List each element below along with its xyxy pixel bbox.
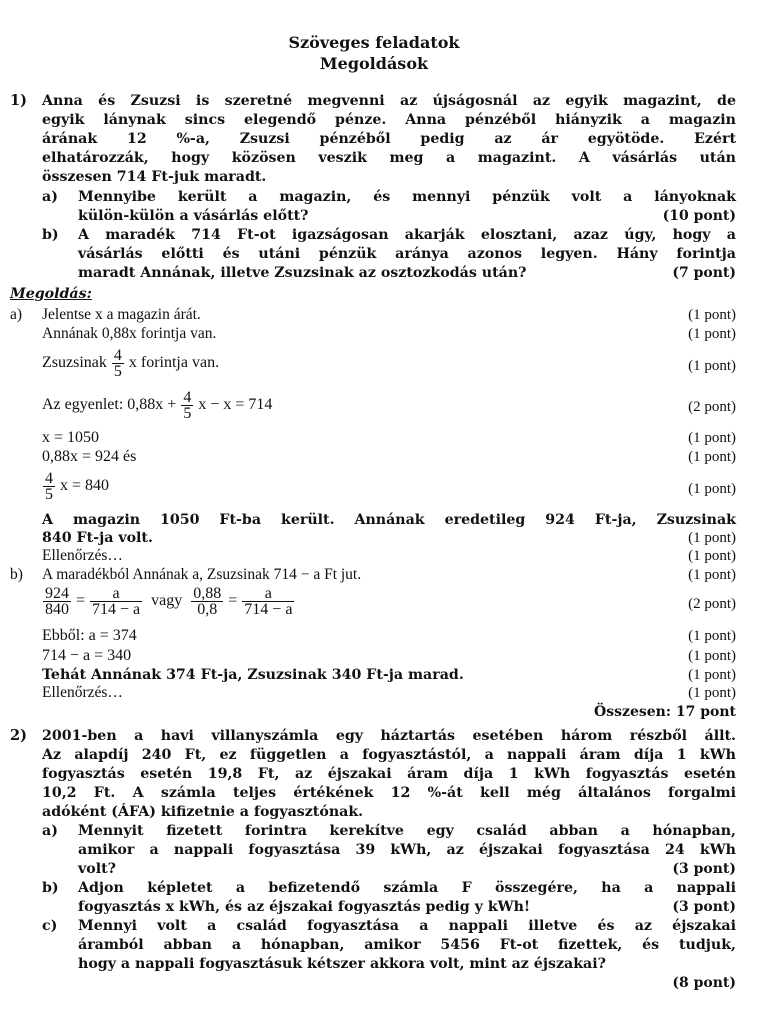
problem-1-text-line: összesen 714 Ft-juk maradt. [42,169,267,185]
zsuzsi-money-expression [42,348,219,379]
problem-2-number: 2) [10,727,27,744]
fraction-denominator: 5 [113,363,122,380]
math-text: vagy [151,592,183,610]
anna-result: 0,88x = 924 és [42,448,137,465]
points-label: (1 pont) [688,307,736,323]
problem-2a-text-line: amikor a nappali fogyasztása 39 kWh, az éjszakai fogyasztása 24 kWh [78,842,736,858]
points-label: (2 pont) [688,399,736,415]
problem-1b-points: (7 pont) [672,265,736,281]
problem-2b-label: b) [42,880,59,896]
problem-2c-text-line: áramból abban a hónapban, amikor 5456 Ft-ot fizettek, és tudjuk, [78,937,736,953]
fraction-numerator: 4 [113,347,122,364]
points-label: (1 pont) [688,530,736,546]
problem-1b-label: b) [42,227,59,243]
problem-2a-points: (3 pont) [672,861,736,877]
problem-1-text-line: elhatározzák, hogy közösen veszik meg a magazint. A vásárlás után [42,150,736,166]
fraction-denominator: 5 [45,486,53,503]
points-label: (1 pont) [688,481,736,497]
problem-1-text-line: egyik lánynak sincs elegendő pénze. Anna pénzéből hiányzik a magazin [42,112,736,128]
problem-2c-text-line: hogy a nappali fogyasztásuk kétszer akkora volt, mint az éjszakai? [78,956,606,972]
problem-1-text-line: Anna és Zsuzsi is szeretné megvenni az újságosnál az egyik magazint, de [42,93,736,109]
problem-2a-text-line: Mennyit fizetett forintra kerekítve egy család abban a hónapban, [78,823,736,839]
conclusion-a: 840 Ft-ja volt. [42,530,153,546]
total-points: Összesen: 17 pont [594,704,736,720]
fraction-numerator: a [242,586,294,602]
problem-2c-points: (8 pont) [672,975,736,991]
solution-heading: Megoldás: [10,286,92,302]
problem-1a-text-line: Mennyibe került a magazin, és mennyi pénzük volt a lányoknak [78,189,736,205]
points-label: (1 pont) [688,648,736,664]
fraction-numerator: 4 [183,389,192,406]
problem-2-text-line: fogyasztás esetén 19,8 Ft, az éjszakai áram díja 1 kWh fogyasztás esetén [42,766,736,782]
math-text: Zsuzsinak [42,354,107,372]
points-label: (1 pont) [688,667,736,683]
fraction-denominator: 840 [45,601,69,618]
points-label: (2 pont) [688,596,736,612]
fraction-numerator: 924 [45,585,69,602]
fraction-numerator: 4 [45,470,53,487]
fraction-numerator: 0,88 [193,585,222,602]
problem-1b-text-line: maradt Annának, illetve Zsuzsinak az osztozkodás után? [78,265,527,281]
problem-2b-text-line: fogyasztás x kWh, és az éjszakai fogyasztás pedig y kWh! [78,899,531,915]
rest-result: 714 − a = 340 [42,647,132,664]
problem-1a-text-line: külön-külön a vásárlás előtt? [78,208,309,224]
points-label: (1 pont) [688,567,736,583]
fraction-denominator: 714 − a [92,601,141,618]
problem-1b-text-line: vásárlás előtti és utáni pénzük aránya azonos legyen. Hány forintja [78,246,736,262]
math-text: Az egyenlet: [42,396,124,414]
x-result: x = 1050 [42,429,100,446]
fraction [90,586,142,617]
math-text: x forintja van. [128,354,220,372]
ratio-equation: $\frac{924}{840}$ = $\frac{a}{714 - a}$ vagy $\frac{0,88}{0,8}$ = $\frac{a}{714 - a}$ [45,585,293,618]
problem-2-text-line: 10,2 Ft. A számla teljes értékének 12 %-át kell még általános forgalmi [42,785,736,801]
problem-2-text-line: 2001-ben a havi villanyszámla egy háztartás esetében három részből állt. [42,728,736,744]
fraction-denominator: 5 [183,405,192,422]
fraction-denominator: 714 − a [244,601,293,618]
fraction [43,586,71,617]
fraction [191,586,223,617]
problem-2c-text-line: Mennyi volt a család fogyasztása a nappali illetve és az éjszakai [78,918,736,934]
problem-2-text-line: Az alapdíj 240 Ft, ez független a fogyasztástól, a nappali áram díja 1 kWh [42,747,736,763]
fraction [242,586,294,617]
math-text: 0,88x + [127,396,177,414]
fraction-denominator: 0,8 [197,601,218,618]
points-label: (1 pont) [688,449,736,465]
points-label: (1 pont) [688,358,736,374]
problem-1-number: 1) [10,92,27,109]
solution-a-label: a) [10,306,23,323]
equation [42,390,272,421]
problem-2a-label: a) [42,823,58,839]
fraction [112,348,124,379]
problem-2-text-line: adóként (ÁFA) kifizetnie a fogyasztónak. [42,804,364,820]
solution-b-line: A maradékból Annának a, Zsuzsinak 714 − a Ft jut. [42,566,362,583]
solution-a-line: Annának 0,88x forintja van. [42,325,217,342]
points-label: (1 pont) [688,430,736,446]
solution-a-line: Jelentse x a magazin árát. [42,306,201,323]
fraction [43,471,55,502]
zsuzsi-result [42,471,109,502]
document-subtitle: Megoldások [319,54,429,73]
problem-2b-text-line: Adjon képletet a befizetendő számla F összegére, ha a nappali [78,880,736,896]
problem-1-text-line: árának 12 %-a, Zsuzsi pénzéből pedig az ár egyötöde. Ezért [42,131,736,147]
points-label: (1 pont) [688,326,736,342]
conclusion-a: A magazin 1050 Ft-ba került. Annának eredetileg 924 Ft-ja, Zsuzsinak [42,512,736,528]
fraction [181,390,193,421]
points-label: (1 pont) [688,548,736,564]
points-label: (1 pont) [688,628,736,644]
points-label: (1 pont) [688,685,736,701]
problem-2c-label: c) [42,918,58,934]
problem-1a-label: a) [42,189,58,205]
problem-2b-points: (3 pont) [672,899,736,915]
check-text: Ellenőrzés… [42,547,123,564]
problem-2a-text-line: volt? [78,861,116,877]
document-title: Szöveges feladatok [288,33,460,52]
math-text: x − x = 714 [198,396,273,414]
fraction-numerator: a [90,586,142,602]
conclusion-b: Tehát Annának 374 Ft-ja, Zsuzsinak 340 Ft-ja marad. [42,667,464,683]
solution-b-label: b) [10,566,23,583]
problem-1b-text-line: A maradék 714 Ft-ot igazságosan akarják elosztani, azaz úgy, hogy a [78,227,736,243]
problem-1a-points: (10 pont) [662,208,736,224]
a-result: Ebből: a = 374 [42,627,137,644]
math-text: x = 840 [60,477,110,495]
check-text: Ellenőrzés… [42,684,123,701]
